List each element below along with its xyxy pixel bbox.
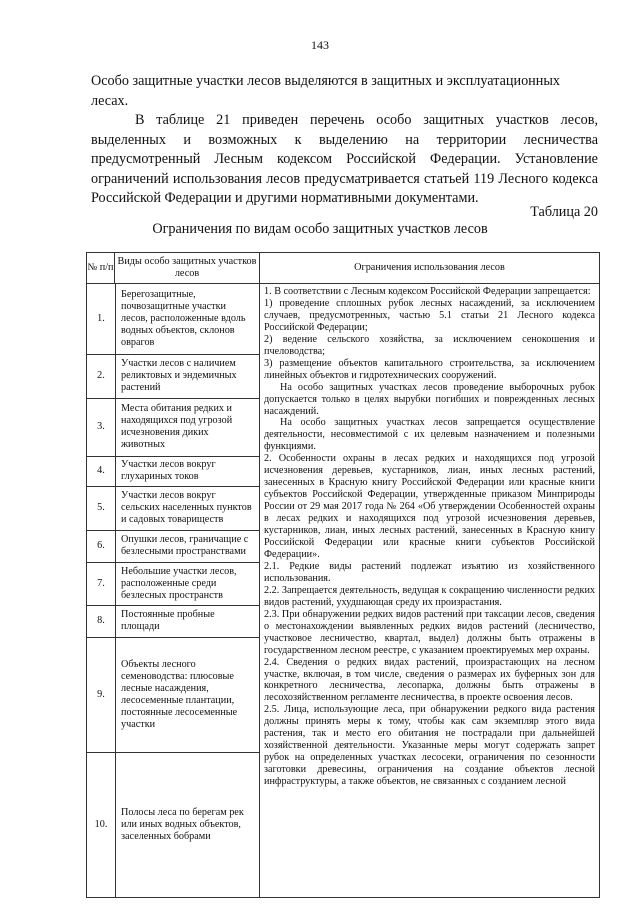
restrictions-cell <box>260 284 600 898</box>
left-column <box>87 284 260 898</box>
row-number: 2. <box>87 354 116 398</box>
area-type: Участки лесов вокруг сельских населенных пунктов и садовых товариществ <box>116 486 260 530</box>
restriction-paragraph: 1. В соответствии с Лесным кодексом Российской Федерации запрещается: <box>264 286 591 297</box>
restriction-paragraph: 2. Особенности охраны в лесах редких и находящихся под угрозой исчезновения деревьев, кустарников, лиан, иных лесных растений, занесенных в Красную книгу Российской Федерации или красные книги субъектов Российской Федерации, утвержденные приказом Минприроды России от 29 мая 2017 года № 264 «Об утверждении Особенностей охраны в лесах редких и находящихся под угрозой исчезновения деревьев, кустарников, лиан, иных лесных растений, занесенных в Красную книгу Российской Федерации или красные книги субъектов Российской Федерации». <box>264 453 595 560</box>
area-type: Небольшие участки лесов, расположенные среди безлесных пространств <box>116 562 260 605</box>
area-type: Берегозащитные, почвозащитные участки лесов, расположенные вдоль водных объектов, склонов оврагов <box>116 284 260 354</box>
table-row <box>87 486 259 530</box>
table-row <box>87 284 259 354</box>
restriction-paragraph: 2.5. Лица, использующие леса, при обнаружении редкого вида растения должны принять меры к тому, чтобы как сам экземпляр этого вида растения, так и место его обитания не пострадали при дальнейшей хозяйственной деятельности. Указанные меры могут содержать запрет рубок на определенных участках лесосеки, ограничения по сезонности заготовки древесины, ограничения на создание объектов лесной инфраструктуры, а также объектов, не связанных с созданием лесной <box>264 704 595 788</box>
row-number: 9. <box>87 637 116 752</box>
table-header-row <box>87 253 600 284</box>
restrictions-table <box>86 252 600 898</box>
area-type: Участки лесов вокруг глухариных токов <box>116 456 260 486</box>
row-number: 10. <box>87 752 116 897</box>
table-row <box>87 605 259 637</box>
restriction-paragraph: 2.4. Сведения о редких видах растений, произрастающих на лесном участке, включая, в том числе, сведения о размерах их буферных зон для конкретного лесничества, лесопарка, должны быть отражены в лесохозяйственном регламенте лесничества, в проекте освоения лесов. <box>264 656 595 704</box>
paragraph-intro: Особо защитные участки лесов выделяются в защитных и эксплуатационных лесах. <box>91 73 560 109</box>
table-row <box>87 398 259 456</box>
restriction-paragraph: 1) проведение сплошных рубок лесных насаждений, за исключением случаев, предусмотренных, частью 5.1 статьи 21 Лесного кодекса Российской Федерации; <box>264 297 595 333</box>
restriction-paragraph: 2.2. Запрещается деятельность, ведущая к сокращению численности редких видов растений, ухудшающая среду их произрастания. <box>264 584 595 608</box>
restriction-paragraph: 2.3. При обнаружении редких видов растений при таксации лесов, сведения о местонахождении выявленных редких видов растений (лесничество, участковое лесничество, квартал, выдел) должны быть отражены в государственном лесном реестре, с указанием проектируемых мер охраны. <box>264 608 595 656</box>
restriction-paragraph: На особо защитных участках лесов запрещается осуществление деятельности, несовместимой с их целевым назначением и полезными функциями. <box>264 417 595 453</box>
restriction-paragraph: 3) размещение объектов капитального строительства, за исключением линейных объектов и гидротехнических сооружений. <box>264 357 595 381</box>
row-number: 1. <box>87 284 116 354</box>
row-number: 8. <box>87 605 116 637</box>
header-area-type: Виды особо защитных участков лесов <box>115 253 260 284</box>
table-row <box>87 752 259 897</box>
row-number: 3. <box>87 398 116 456</box>
paragraph-table-reference: В таблице 21 приведен перечень особо защитных участков лесов, выделенных и возможных к выделению на территории лесничества предусмотренный Лесным кодексом Российской Федерации. Установление ограничений использования лесов предусматривается статьей 119 Лесного кодекса Российской Федерации и другими нормативными документами. <box>91 112 598 206</box>
header-restrictions: Ограничения использования лесов <box>260 253 600 284</box>
table-title: Ограничения по видам особо защитных участков лесов <box>152 221 488 237</box>
area-type: Постоянные пробные площади <box>116 605 260 637</box>
page-number: 143 <box>311 38 329 52</box>
restriction-paragraph: 2) ведение сельского хозяйства, за исключением сенокошения и пчеловодства; <box>264 333 595 357</box>
area-type: Места обитания редких и находящихся под угрозой исчезновения диких животных <box>116 398 260 456</box>
header-number: № п/п <box>87 253 115 284</box>
restriction-paragraph: На особо защитных участках лесов проведение выборочных рубок допускается только в целях вырубки погибших и поврежденных лесных насаждений. <box>264 381 595 417</box>
row-number: 5. <box>87 486 116 530</box>
table-label: Таблица 20 <box>530 204 598 220</box>
table-row <box>87 637 259 752</box>
row-number: 6. <box>87 530 116 562</box>
table-row <box>87 456 259 486</box>
area-type: Участки лесов с наличием реликтовых и эндемичных растений <box>116 354 260 398</box>
row-number: 7. <box>87 562 116 605</box>
area-type: Объекты лесного семеноводства: плюсовые лесные насаждения, лесосеменные плантации, постоянные лесосеменные участки <box>116 637 260 752</box>
table-row <box>87 562 259 605</box>
table-row <box>87 530 259 562</box>
area-type: Опушки лесов, граничащие с безлесными пространствами <box>116 530 260 562</box>
row-number: 4. <box>87 456 116 486</box>
restriction-paragraph: 2.1. Редкие виды растений подлежат изъятию из хозяйственного использования. <box>264 560 595 584</box>
table-row <box>87 354 259 398</box>
area-type: Полосы леса по берегам рек или иных водных объектов, заселенных бобрами <box>121 806 244 842</box>
